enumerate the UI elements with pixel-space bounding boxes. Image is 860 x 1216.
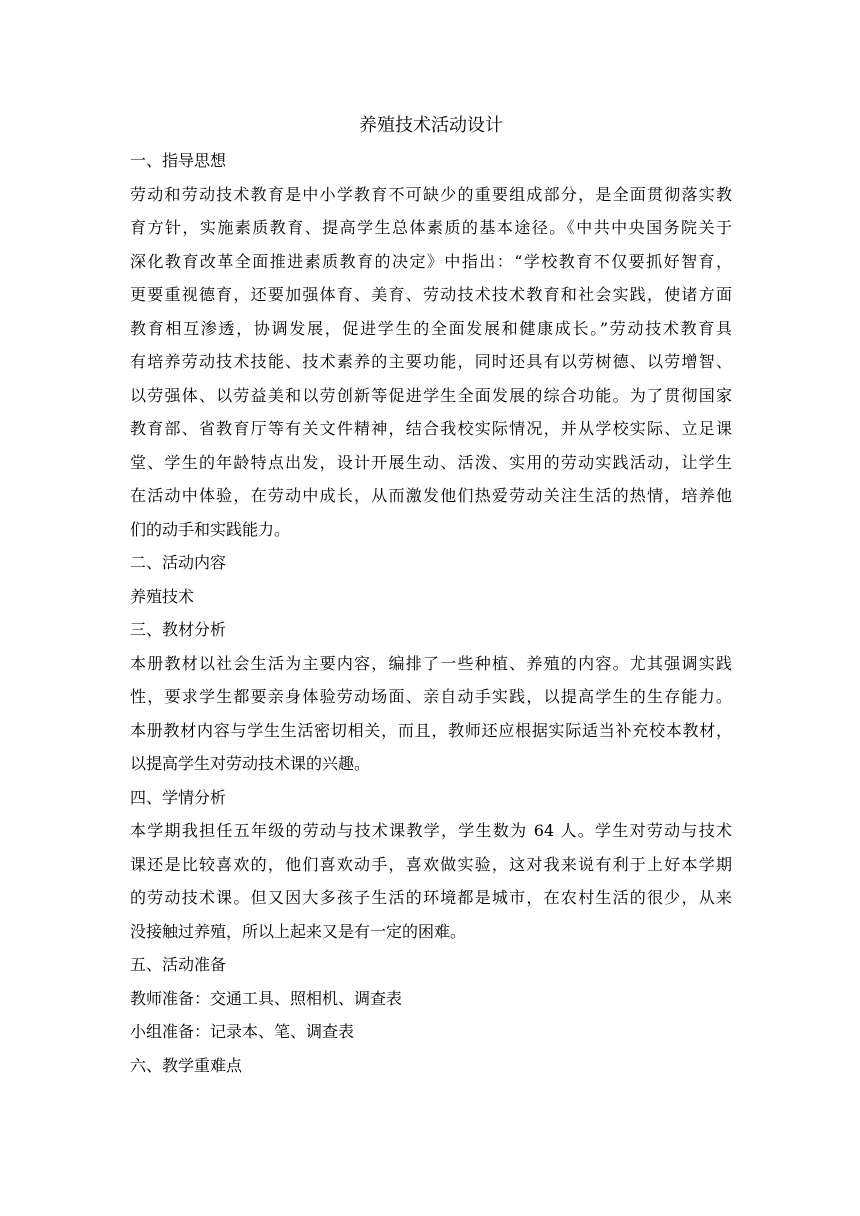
section-heading-student-analysis: 四、学情分析 xyxy=(130,787,227,807)
paragraph-line: 教育相互渗透，协调发展，促进学生的全面发展和健康成长。”劳动技术教育具 xyxy=(130,318,732,338)
paragraph-line: 以提高学生对劳动技术课的兴趣。 xyxy=(130,754,371,773)
paragraph-line: 在活动中体验，在劳动中成长，从而激发他们热爱劳动关注生活的热情，培养他 xyxy=(130,486,732,505)
paragraph-line: 育方针，实施素质教育、提高学生总体素质的基本途径。《中共中央国务院关于 xyxy=(130,218,732,237)
paragraph-line: 没接触过养殖，所以上起来又是有一定的困难。 xyxy=(130,921,467,941)
paragraph-line: 本学期我担任五年级的劳动与技术课教学，学生数为 64 人。学生对劳动与技术 xyxy=(130,821,732,840)
paragraph-line: 的劳动技术课。但又因大多孩子生活的环境都是城市，在农村生活的很少，从来 xyxy=(130,888,732,907)
paragraph-line: 深化教育改革全面推进素质教育的决定》中指出：“学校教育不仅要抓好智育， xyxy=(130,251,732,271)
section-heading-activity-preparation: 五、活动准备 xyxy=(130,955,227,974)
section-heading-key-difficulties: 六、教学重难点 xyxy=(130,1055,243,1075)
activity-content-text: 养殖技术 xyxy=(130,586,195,606)
paragraph-line: 本册教材以社会生活为主要内容，编排了一些种植、养殖的内容。尤其强调实践 xyxy=(130,653,732,673)
paragraph-line: 本册教材内容与学生生活密切相关，而且，教师还应根据实际适当补充校本教材， xyxy=(130,720,732,740)
section-heading-textbook-analysis: 三、教材分析 xyxy=(130,620,227,639)
paragraph-line: 以劳强体、以劳益美和以劳创新等促进学生全面发展的综合功能。为了贯彻国家 xyxy=(130,385,732,405)
paragraph-line: 有培养劳动技术技能、技术素养的主要功能，同时还具有以劳树德、以劳增智、 xyxy=(130,352,732,371)
paragraph-line: 堂、学生的年龄特点出发，设计开展生动、活泼、实用的劳动实践活动，让学生 xyxy=(130,452,732,472)
document-page xyxy=(130,112,732,1082)
paragraph-line: 教育部、省教育厅等有关文件精神，结合我校实际情况，并从学校实际、立足课 xyxy=(130,419,732,438)
paragraph-line: 性，要求学生都要亲身体验劳动场面、亲自动手实践，以提高学生的生存能力。 xyxy=(130,687,732,706)
paragraph-textbook-analysis xyxy=(130,647,732,781)
teacher-preparation: 教师准备：交通工具、照相机、调查表 xyxy=(130,988,403,1008)
paragraph-guiding-thought xyxy=(130,178,732,547)
section-heading-activity-content: 二、活动内容 xyxy=(130,553,227,572)
paragraph-line: 们的动手和实践能力。 xyxy=(130,519,291,539)
section-heading-guiding-thought: 一、指导思想 xyxy=(130,151,227,170)
document-title: 养殖技术活动设计 xyxy=(359,115,503,136)
paragraph-line: 课还是比较喜欢的，他们喜欢动手，喜欢做实验，这对我来说有利于上好本学期 xyxy=(130,854,732,874)
paragraph-line: 更要重视德育，还要加强体育、美育、劳动技术技术教育和社会实践，使诸方面 xyxy=(130,285,732,304)
group-preparation: 小组准备：记录本、笔、调查表 xyxy=(130,1022,355,1041)
paragraph-student-analysis xyxy=(130,814,732,948)
paragraph-line: 劳动和劳动技术教育是中小学教育不可缺少的重要组成部分，是全面贯彻落实教 xyxy=(130,184,732,204)
